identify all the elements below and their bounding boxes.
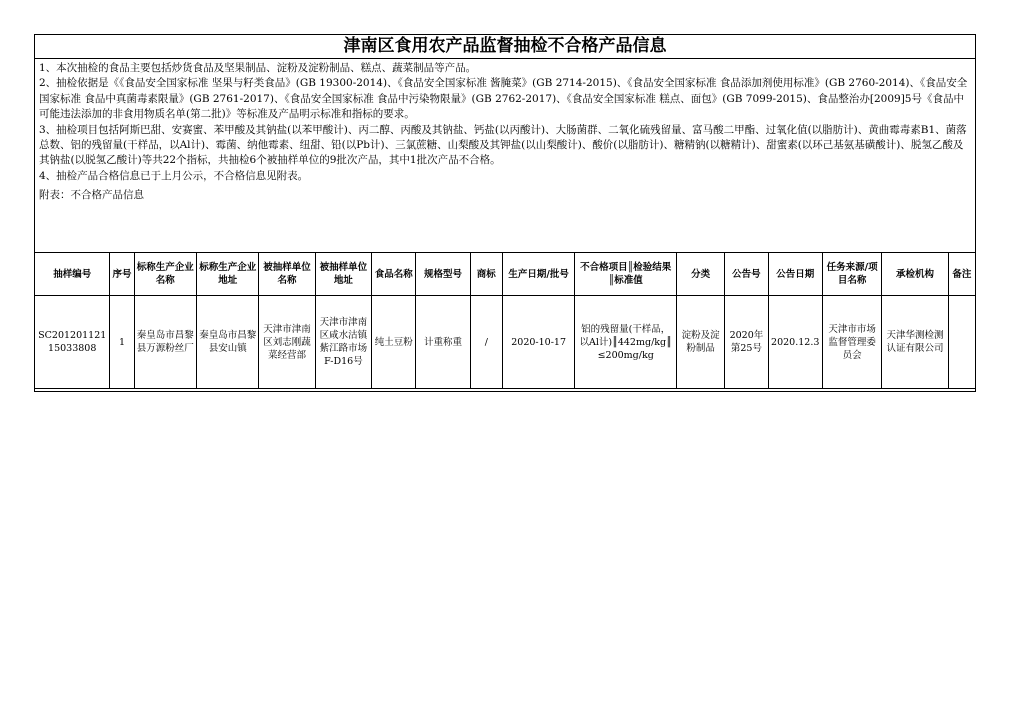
header-brand: 商标 — [470, 253, 502, 296]
cell-task-source: 天津市市场监督管理委员会 — [822, 296, 881, 389]
cell-production-date: 2020-10-17 — [502, 296, 574, 389]
header-production-date: 生产日期/批号 — [502, 253, 574, 296]
cell-sample-no: SC20120112115033808 — [35, 296, 110, 389]
cell-sampled-unit-name: 天津市津南区刘志刚蔬菜经营部 — [259, 296, 315, 389]
header-task-source: 任务来源/项目名称 — [822, 253, 881, 296]
document-sheet — [34, 34, 976, 392]
cell-failed-item: 铝的残留量(干样品，以Al计)║442mg/kg║≤200mg/kg — [575, 296, 677, 389]
page-title: 津南区食用农产品监督抽检不合格产品信息 — [35, 35, 975, 59]
cell-producer-name: 秦皇岛市昌黎县万源粉丝厂 — [134, 296, 196, 389]
cell-food-name: 纯土豆粉 — [372, 296, 416, 389]
header-producer-address: 标称生产企业地址 — [197, 253, 259, 296]
header-remarks: 备注 — [948, 253, 975, 296]
note-2: 2、抽检依据是《《食品安全国家标准 坚果与籽类食品》(GB 19300-2014)、《食品安全国家标准 酱腌菜》(GB 2714-2015)、《食品安全国家标准 食品添加剂使用标准》(GB 2760-2014)、《食品安全国家标准 食品中真菌毒素限量》(GB 2761-2017)、《食品安全国家标准 食品中污染物限量》(GB 2762-2017)、《食品安全国家标准 糕点、面包》(GB 7099-2015)、食品整治办[2009]5号《食品中可能违法添加的非食用物质名单(第二批)》等标准及产品明示标准和指标的要求。 — [39, 77, 968, 121]
note-1: 1、本次抽检的食品主要包括炒货食品及坚果制品、淀粉及淀粉制品、糕点、蔬菜制品等产品。 — [39, 62, 477, 74]
table-header-row — [35, 253, 976, 296]
header-notice-date: 公告日期 — [768, 253, 822, 296]
note-4: 4、抽检产品合格信息已于上月公示，不合格信息见附表。 — [39, 169, 309, 182]
cell-remarks — [948, 296, 975, 389]
notes-section — [35, 59, 975, 184]
header-notice-no: 公告号 — [725, 253, 768, 296]
header-inspection-agency: 承检机构 — [882, 253, 948, 296]
header-spec: 规格型号 — [416, 253, 470, 296]
header-sampled-unit-address: 被抽样单位地址 — [315, 253, 371, 296]
header-category: 分类 — [677, 253, 725, 296]
appendix-label: 附表：不合格产品信息 — [39, 189, 144, 202]
cell-notice-date: 2020.12.3 — [768, 296, 822, 389]
header-sampled-unit-name: 被抽样单位名称 — [259, 253, 315, 296]
cell-sampled-unit-address: 天津市津南区咸水沽镇紫江路市场F-D16号 — [315, 296, 371, 389]
header-failed-item: 不合格项目║检验结果║标准值 — [575, 253, 677, 296]
note-3: 3、抽检项目包括阿斯巴甜、安赛蜜、苯甲酸及其钠盐(以苯甲酸计)、丙二醇、丙酸及其钠盐、钙盐(以丙酸计)、大肠菌群、二氧化硫残留量、富马酸二甲酯、过氧化值(以脂肪计)、黄曲霉毒素B1、菌落总数、铝的残留量(干样品，以Al计)、霉菌、纳他霉素、纽甜、铅(以Pb计)、三氯蔗糖、山梨酸及其钾盐(以山梨酸计)、酸价(以脂肪计)、糖精钠(以糖精计)、甜蜜素(以环己基氨基磺酸计)、脱氢乙酸及其钠盐(以脱氢乙酸计)等共22个指标，共抽检6个被抽样单位的9批次产品，其中1批次产品不合格。 — [39, 123, 967, 167]
header-index: 序号 — [110, 253, 134, 296]
cell-producer-address: 秦皇岛市昌黎县安山镇 — [197, 296, 259, 389]
cell-brand: / — [470, 296, 502, 389]
cell-notice-no: 2020年第25号 — [725, 296, 768, 389]
cell-index: 1 — [110, 296, 134, 389]
header-food-name: 食品名称 — [372, 253, 416, 296]
cell-inspection-agency: 天津华测检测认证有限公司 — [882, 296, 948, 389]
table-row — [35, 296, 976, 389]
header-sample-no: 抽样编号 — [35, 253, 110, 296]
results-table — [34, 252, 976, 389]
header-producer-name: 标称生产企业名称 — [134, 253, 196, 296]
cell-category: 淀粉及淀粉制品 — [677, 296, 725, 389]
cell-spec: 计重称重 — [416, 296, 470, 389]
